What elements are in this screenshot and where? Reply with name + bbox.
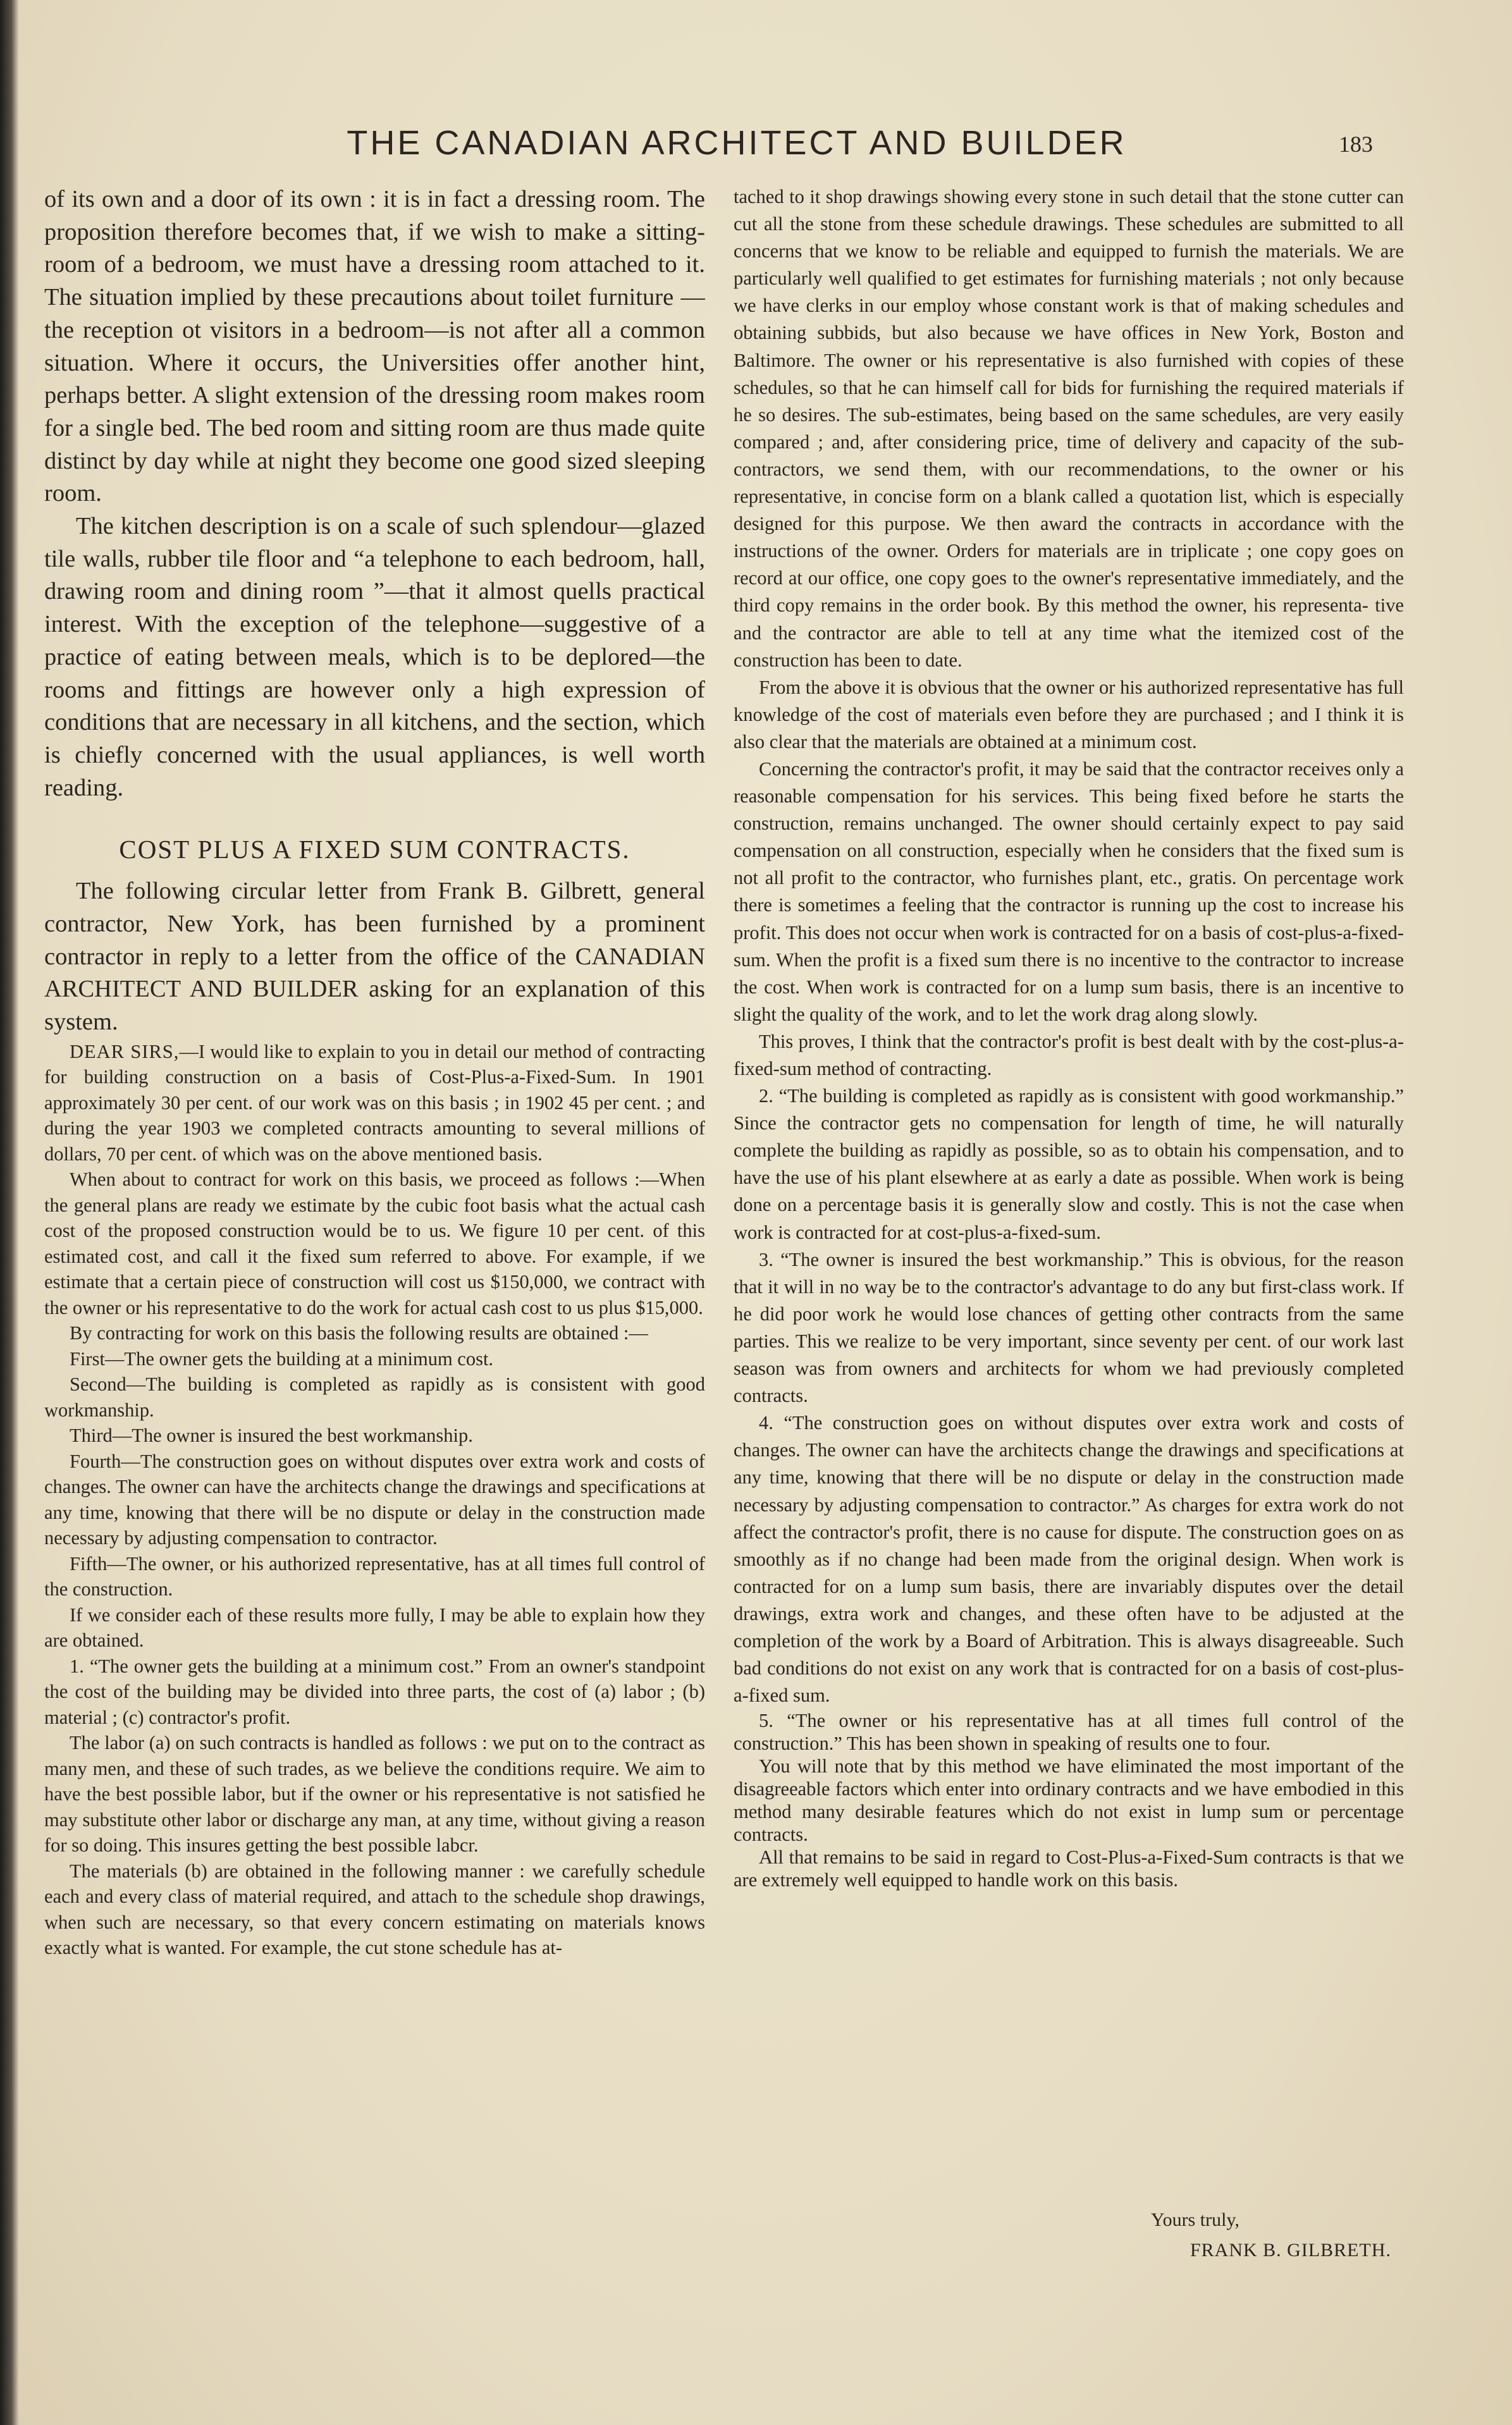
letter-paragraph: 2. “The building is completed as rapidly as is consistent with good workmanship.” Since the contractor gets no compensation for length of time, he will naturally complete the building as rapidly as possible, so as to obtain his compensation, and to have the use of his plant elsewhere at as early a date as possible. When work is being done on a percentage basis it is generally slow and costly. This is not the case when work is contracted for at cost-plus-a-fixed-sum. bbox=[734, 1085, 1404, 1243]
letter-signature bbox=[734, 2236, 1404, 2265]
letter-closing bbox=[734, 2206, 1404, 2235]
letter-paragraph: All that remains to be said in regard to Cost-Plus-a-Fixed-Sum contracts is that we are extremely well equipped to handle work on this basis. bbox=[734, 1846, 1404, 1891]
section-title: COST PLUS A FIXED SUM CONTRACTS. bbox=[119, 835, 630, 864]
letter-paragraph: This proves, I think that the contractor's profit is best dealt with by the cost-plus-a-fixed-sum method of contracting. bbox=[734, 1030, 1404, 1079]
letter-paragraph: When about to contract for work on this basis, we proceed as follows :—When the general plans are ready we estimate by the cubic foot basis what the actual cash cost of the proposed construction would be to us. We figure 10 per cent. of this estimated cost, and call it the fixed sum referred to above. For example, if we estimate that a certain piece of construction will cost us $150,000, we contract with the owner or his representative to do the work for actual cash cost to us plus $15,000. bbox=[44, 1169, 705, 1318]
signature-name: FRANK B. GILBRETH. bbox=[1189, 2240, 1391, 2261]
letter-paragraph: Concerning the contractor's profit, it may be said that the contractor receives only a reasonable compensation for his services. This being fixed before he starts the construction, remains unchanged. The owner should certainly expect to pay said compensation on all construction, especially when he considers that the fixed sum is not all profit to the contractor, who furnishes plant, etc., gratis. On percentage work there is sometimes a feeling that the contractor is running up the cost to increase his profit. This does not occur when work is contracted for on a basis of cost-plus-a-fixed-sum. When the profit is a fixed sum there is no incentive to the contractor to increase the cost. When work is contracted for on a lump sum basis, there is an incentive to slight the quality of the work, and to let the work drag along slowly. bbox=[734, 758, 1404, 1025]
article-continuation-paragraph: of its own and a door of its own : it is in fact a dressing room. The proposition therefore becomes that, if we wish to make a sitting-room of a bedroom, we must have a dressing room attached to it. The situation implied by these precautions about toilet furniture —the reception ot visitors in a bedroom—is not after all a common situation. Where it occurs, the Universities offer another hint, perhaps better. A slight extension of the dressing room makes room for a single bed. The bed room and sitting room are thus made quite distinct by day while at night they become one good sized sleeping room. bbox=[44, 186, 705, 507]
article-continuation-paragraph: The kitchen description is on a scale of such splendour—glazed tile walls, rubber tile floor and “a telephone to each bedroom, hall, drawing room and dining room ”—that it almost quells practical interest. With the exception of the telephone—suggestive of a practice of eating between meals, which is to be deplored—the rooms and fittings are however only a high expression of conditions that are necessary in all kitchens, and the section, which is chiefly concerned with the usual appliances, is well worth reading. bbox=[44, 513, 705, 801]
page-number: 183 bbox=[1339, 132, 1373, 157]
letter-opening-paragraph bbox=[44, 1039, 705, 1167]
intro-paragraph: The following circular letter from Frank B. Gilbrett, general contractor, New York, has been furnished by a prominent contractor in reply to a letter from the office of the CANADIAN ARCHITECT AND BUILDER asking for an explanation of this system. bbox=[44, 878, 705, 1036]
result-item: Second—The building is completed as rapidly as is consistent with good workmanship. bbox=[44, 1373, 705, 1421]
letter-salutation: DEAR SIRS, bbox=[70, 1040, 180, 1062]
publication-title: THE CANADIAN ARCHITECT AND BUILDER bbox=[347, 124, 1127, 162]
letter-paragraph: tached to it shop drawings showing every stone in such detail that the stone cutter can cut all the stone from these schedule drawings. These schedules are submitted to all concerns that we know to be reliable and equipped to furnish the materials. We are particularly well qualified to get estimates for furnishing materials ; not only because we have clerks in our employ whose constant work is that of making schedules and obtaining subbids, but also because we have offices in New York, Boston and Baltimore. The owner or his representative is also furnished with copies of these schedules, so that he can himself call for bids for furnishing the required materials if he so desires. The sub-estimates, being based on the same schedules, are very easily compared ; and, after considering price, time of delivery and capacity of the sub-contractors, we send them, with our recommendations, to the owner or his representative, in concise form on a blank called a quotation list, which is especially designed for this purpose. We then award the contracts in accordance with the instructions of the owner. Orders for materials are in triplicate ; one copy goes on record at our office, one copy goes to the owner's representative immediately, and the third copy remains in the order book. By this method the owner, his representa- tive and the contractor are able to tell at any time what the itemized cost of the construction has been to date. bbox=[734, 186, 1404, 671]
left-column bbox=[44, 183, 705, 2397]
result-item: Fourth—The construction goes on without disputes over extra work and costs of changes. The owner can have the architects change the drawings and specifications at any time, knowing that there will be no dispute or delay in the construction made necessary by adjusting compensation to contractor. bbox=[44, 1450, 705, 1549]
letter-paragraph: The materials (b) are obtained in the following manner : we carefully schedule each and every class of material required, and attach to the schedule shop drawings, when such are necessary, so that every concern estimating on materials knows exactly what is wanted. For example, the cut stone schedule has at- bbox=[44, 1860, 705, 1959]
closing-text: Yours truly, bbox=[1150, 2209, 1239, 2230]
letter-paragraph: 3. “The owner is insured the best workmanship.” This is obvious, for the reason that it will in no way be to the contractor's advantage to do any but first-class work. If he did poor work he would lose chances of getting other contracts from the same parties. This we realize to be very important, since seventy per cent. of our work last season was from owners and architects for whom we had previously completed contracts. bbox=[734, 1248, 1404, 1407]
right-column bbox=[734, 183, 1404, 2409]
letter-opening-text: —I would like to explain to you in detail our method of contracting for building construction on a basis of Cost-Plus-a-Fixed-Sum. In 1901 approximately 30 per cent. of our work was on this basis ; in 1902 45 per cent. ; and during the year 1903 we completed contracts amounting to several millions of dollars, 70 per cent. of which was on the above mentioned basis. bbox=[44, 1040, 705, 1165]
letter-paragraph: From the above it is obvious that the owner or his authorized representative has full knowledge of the cost of materials even before they are purchased ; and I think it is also clear that the materials are obtained at a minimum cost. bbox=[734, 676, 1404, 752]
result-item: Fifth—The owner, or his authorized representative, has at all times full control of the construction. bbox=[44, 1552, 705, 1600]
letter-paragraph: By contracting for work on this basis the following results are obtained :— bbox=[70, 1322, 648, 1344]
letter-paragraph: 5. “The owner or his representative has at all times full control of the construction.” This has been shown in speaking of results one to four. bbox=[734, 1710, 1404, 1755]
result-item: First—The owner gets the building at a minimum cost. bbox=[70, 1348, 494, 1370]
page-header bbox=[0, 123, 1512, 168]
letter-paragraph: 1. “The owner gets the building at a minimum cost.” From an owner's standpoint the cost of the building may be divided into three parts, the cost of (a) labor ; (b) material ; (c) contractor's profit. bbox=[44, 1655, 705, 1728]
binding-shadow bbox=[0, 0, 19, 2425]
letter-paragraph: If we consider each of these results more fully, I may be able to explain how they are obtained. bbox=[44, 1604, 705, 1652]
letter-paragraph: 4. “The construction goes on without disputes over extra work and costs of changes. The owner can have the architects change the drawings and specifications at any time, knowing that there will be no dispute or delay in the construction made necessary by adjusting compensation to contractor.” As charges for extra work do not affect the contractor's profit, there is no cause for dispute. The construction goes on as smoothly as if no change had been made from the original design. When work is contracted for on a lump sum basis, there are invariably disputes over the detail drawings, extra work and changes, and these often have to be adjusted at the completion of the work by a Board of Arbitration. This is always disagreeable. Such bad conditions do not exist on any work that is contracted for on a basis of cost-plus-a-fixed sum. bbox=[734, 1412, 1404, 1707]
letter-paragraph: The labor (a) on such contracts is handled as follows : we put on to the contract as many men, and these of such trades, as we believe the conditions require. We aim to have the best possible labor, but if the owner or his representative is not satisfied he may substitute other labor or discharge any man, at any time, without giving a reason for so doing. This insures getting the best possible labcr. bbox=[44, 1732, 705, 1857]
letter-paragraph: You will note that by this method we have eliminated the most important of the disagreeable factors which enter into ordinary contracts and we have embodied in this method many desirable features which do not exist in lump sum or percentage contracts. bbox=[734, 1755, 1404, 1846]
result-item: Third—The owner is insured the best workmanship. bbox=[70, 1425, 473, 1447]
